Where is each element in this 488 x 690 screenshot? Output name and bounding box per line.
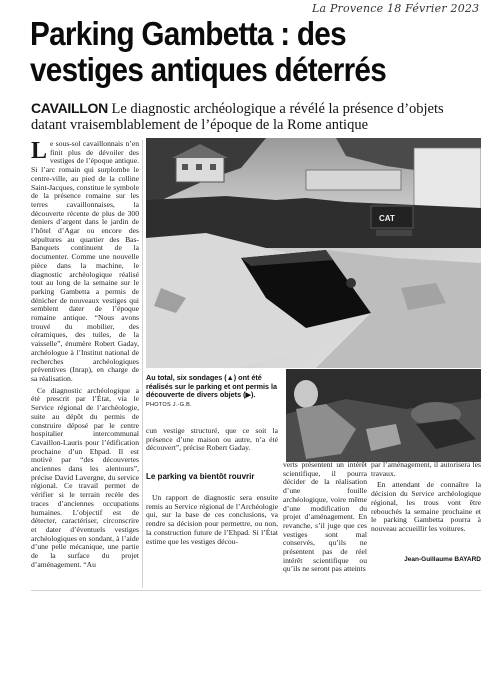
photo-credit: PHOTOS J.-G.B. (146, 402, 192, 409)
article-column-1 (31, 140, 139, 569)
article-column-4 (371, 461, 481, 534)
author-signature: Jean-Guillaume BAYARD (404, 556, 481, 563)
paragraph-report: Un rapport de diagnostic sera ensuite remis au Service régional de l’Archéologie qui, sur la base de ces conclusions, va rendre sa décision pour permettre, ou non, la construction future de l’Ehpad. Si l’État estime que les vestiges décou- (146, 493, 278, 546)
article-column-2-top (146, 427, 278, 453)
paragraph-diagnostic: Ce diagnostic archéologique a été prescrit par l’État, via le Service régional de l’archéologie, suite au dépôt du permis de construire déposé par le centre hospitalier intercommunal Cavaillon-Lauris pour l’édification prochaine d’un Ehpad. Il est motivé par “des découvertes anciennes dans les alentours”, précise David Lavergne, du service régional. Ce travail permet de vérifier si le terrain recèle des traces d’anciennes occupations humaines. L’objectif est de détecter, caractériser, circonscrire et dater d’éventuels vestiges archéologiques en sondant, à l’aide d’une pelle mécanique, une partie de la surface du projet d’aménagement. “Au (31, 385, 139, 569)
standfirst (31, 100, 481, 133)
machine-sign: CAT (379, 214, 395, 223)
article-column-3 (283, 461, 367, 574)
handwritten-annotation: La Provence 18 Février 2023 (312, 2, 480, 15)
excavation-photo-image (146, 138, 481, 368)
paragraph-authorization: par l’aménagement, il autorisera les travaux. (371, 460, 481, 478)
standfirst-text: Le diagnostic archéologique a révélé la présence d’objets datant vraisemblablement de l’époque de la Rome antique (31, 101, 444, 133)
artifact-photo-image (286, 369, 481, 462)
article-column-2-bottom (146, 494, 278, 546)
kicker-place: CAVAILLON (31, 100, 108, 116)
drop-cap: L (31, 138, 48, 164)
excavation-photo (146, 138, 481, 368)
paragraph-intro-text: e sous-sol cavaillonnais n’en finit plus de dévoiler des vestiges de l’époque antique. Si l’arc romain qui surplombe le centre-ville, au pied de la colline Saint-Jacques, constitue le symbole de la présence romaine sur les terres cavaillonnaises, la découverte récente de plus de 300 deniers d’argent dans le jardin de l’hôtel d’Agar ou encore des sépultures au quartier des Bas-Banquets continuent de la documenter. Comme une nouvelle pièce dans la machine, le diagnostic archéologique réalisé tout au long de la semaine sur le parking Gambetta a permis de dénicher de nouveaux vestiges qui semblent dater de l’époque romaine antique. “Nous avons trouvé du mobilier, des céramiques, des tuiles, de la vaisselle”, énumère Robert Gaday, archéologue à l’Institut national de recherches archéologiques préventives (Inrap), en charge de sa réalisation. (31, 139, 139, 383)
paragraph-reopening: En attendant de connaître la décision du Service archéologique régional, les trous vont être rebouchés la semaine prochaine et le parking Gambetta pourra à nouveau accueillir les voitures. (371, 480, 481, 533)
artifact-photo (286, 369, 481, 462)
subheading: Le parking va bientôt rouvrir (146, 472, 255, 481)
paragraph-intro (31, 140, 139, 384)
caption-text: Au total, six sondages (▲) ont été réalisés sur le parking et ont permis la découverte de divers objets (▶). (146, 373, 278, 400)
bottom-divider (31, 590, 481, 591)
column-divider (142, 140, 143, 588)
photo-caption (146, 374, 278, 410)
headline: Parking Gambetta : des vestiges antiques déterrés (30, 15, 387, 88)
paragraph-continuation: cun vestige structuré, que ce soit la présence d’une maison ou autre, n’a été découvert”, précise Robert Gaday. (146, 426, 278, 453)
paragraph-state-decision: verts présentent un intérêt scientifique, il pourra décider de la réalisation d’une fouille archéologique, voire même d’une modification du projet d’aménagement. En revanche, s’il juge que ces vestiges sont mal conservés, qu’ils ne présentent pas de réel intérêt scientifique ou qu’ils ne seront pas atteints (283, 460, 367, 574)
